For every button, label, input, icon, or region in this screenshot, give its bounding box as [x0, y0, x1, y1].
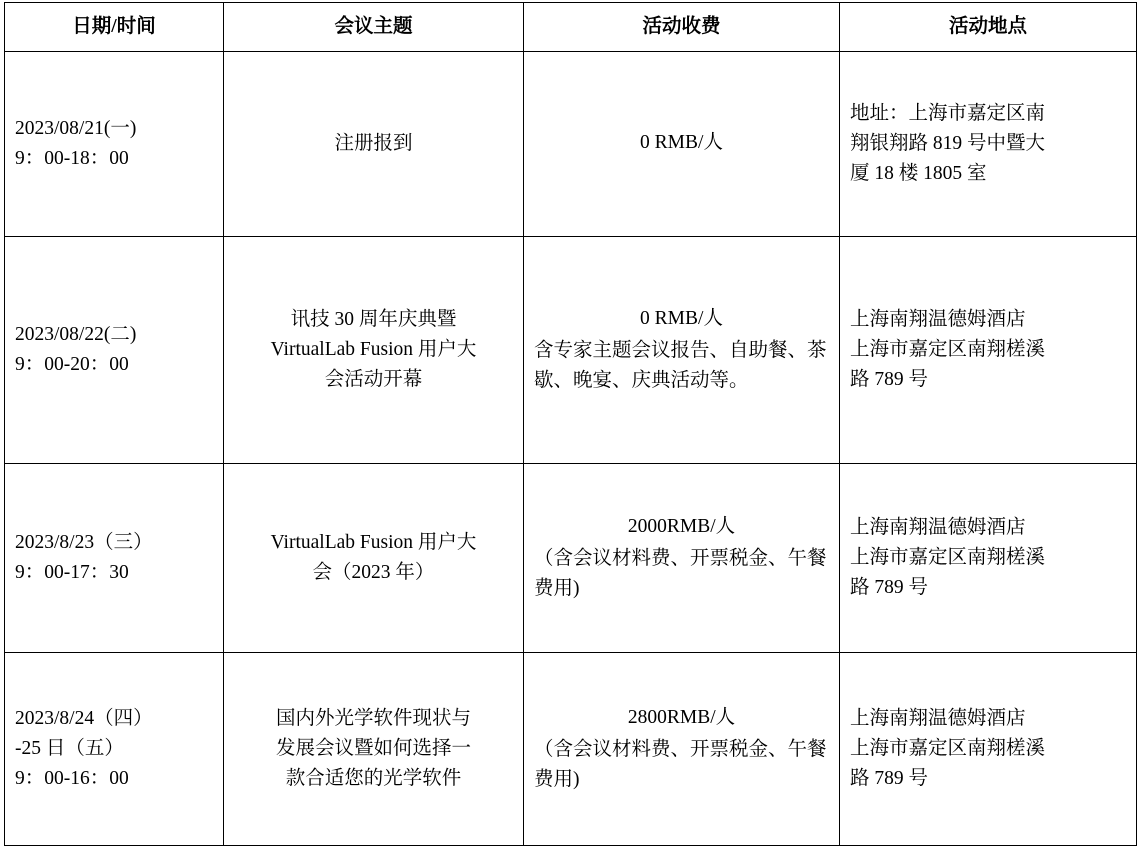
- topic-line: 注册报到: [334, 132, 413, 154]
- fee-note: 含专家主题会议报告、自助餐、茶歇、晚宴、庆典活动等。: [534, 339, 827, 392]
- cell-date: [5, 653, 224, 846]
- fee-amount: 0 RMB/人: [640, 131, 723, 153]
- date-line: 2023/08/21(一): [15, 117, 137, 139]
- table-row: [5, 52, 1137, 237]
- cell-date: [5, 237, 224, 464]
- date-line: 2023/8/23（三）: [15, 531, 153, 553]
- cell-topic: [224, 237, 524, 464]
- topic-line: 讯技 30 周年庆典暨: [290, 308, 457, 330]
- fee-amount: 2800RMB/人: [627, 706, 736, 728]
- cell-venue: [840, 653, 1137, 846]
- venue-line: 上海南翔温德姆酒店: [850, 707, 1026, 729]
- table-row: [5, 464, 1137, 653]
- table-row: [5, 237, 1137, 464]
- venue-line: 厦 18 楼 1805 室: [850, 163, 987, 185]
- topic-line: 款合适您的光学软件: [285, 768, 462, 790]
- cell-date: [5, 464, 224, 653]
- venue-line: 路 789 号: [850, 369, 929, 391]
- fee-amount: 0 RMB/人: [640, 307, 723, 329]
- cell-topic: [224, 464, 524, 653]
- topic-line: VirtualLab Fusion 用户大: [270, 338, 477, 360]
- venue-line: 上海南翔温德姆酒店: [850, 308, 1026, 330]
- venue-line: 翔银翔路 819 号中暨大: [850, 132, 1046, 154]
- table-row: [5, 653, 1137, 846]
- venue-line: 上海市嘉定区南翔槎溪: [850, 737, 1046, 759]
- venue-line: 路 789 号: [850, 577, 929, 599]
- topic-line: 会活动开幕: [324, 369, 423, 391]
- time-line: 9：00-17：30: [15, 562, 129, 583]
- conference-schedule-table: [4, 2, 1137, 846]
- time-line: 9：00-20：00: [15, 354, 129, 375]
- topic-line: 发展会议暨如何选择一: [275, 737, 471, 759]
- venue-line: 地址：上海市嘉定区南: [850, 102, 1046, 124]
- cell-venue: [840, 52, 1137, 237]
- date-line: -25 日（五）: [15, 737, 124, 759]
- fee-amount: 2000RMB/人: [627, 515, 736, 537]
- cell-venue: [840, 464, 1137, 653]
- topic-line: 会（2023 年）: [312, 562, 435, 583]
- venue-line: 上海南翔温德姆酒店: [850, 516, 1026, 538]
- cell-venue: [840, 237, 1137, 464]
- table-header-row: [5, 3, 1137, 52]
- table-header: [5, 3, 1137, 52]
- table-body: [5, 52, 1137, 846]
- cell-fee: [524, 464, 840, 653]
- cell-date: [5, 52, 224, 237]
- cell-fee: [524, 237, 840, 464]
- date-line: 2023/8/24（四）: [15, 707, 153, 729]
- venue-line: 路 789 号: [850, 768, 929, 790]
- column-header-venue: 活动地点: [840, 3, 1137, 52]
- cell-topic: [224, 52, 524, 237]
- date-line: 2023/08/22(二): [15, 323, 137, 345]
- venue-line: 上海市嘉定区南翔槎溪: [850, 546, 1046, 568]
- venue-line: 上海市嘉定区南翔槎溪: [850, 338, 1046, 360]
- column-header-date: 日期/时间: [5, 3, 224, 52]
- topic-line: 国内外光学软件现状与: [275, 707, 471, 729]
- time-line: 9：00-18：00: [15, 148, 129, 169]
- cell-topic: [224, 653, 524, 846]
- cell-fee: [524, 52, 840, 237]
- fee-note: （含会议材料费、开票税金、午餐费用): [534, 738, 827, 791]
- cell-fee: [524, 653, 840, 846]
- topic-line: VirtualLab Fusion 用户大: [270, 531, 477, 553]
- column-header-topic: 会议主题: [224, 3, 524, 52]
- fee-note: （含会议材料费、开票税金、午餐费用): [534, 547, 827, 600]
- time-line: 9：00-16：00: [15, 768, 129, 790]
- column-header-fee: 活动收费: [524, 3, 840, 52]
